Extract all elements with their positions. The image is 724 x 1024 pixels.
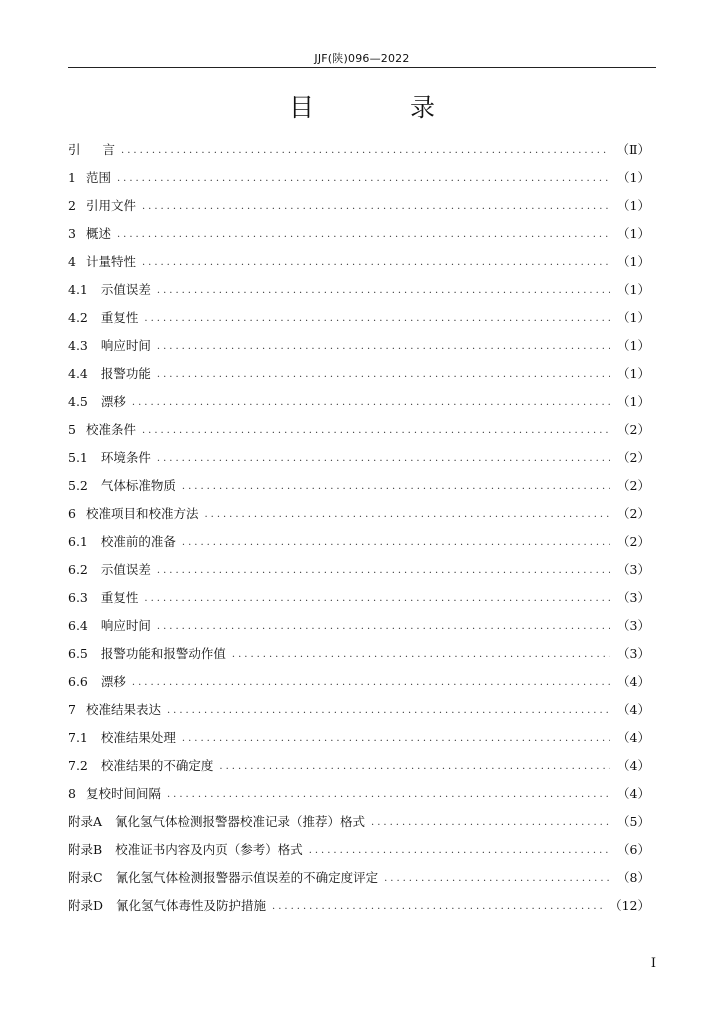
toc-leader-dots	[167, 789, 610, 800]
toc-entry-label: 环境条件	[100, 450, 151, 465]
toc-entry-label: 校准结果处理	[100, 730, 176, 745]
toc-leader-dots	[182, 537, 610, 548]
toc-entry-label: 氰化氢气体检测报警器校准记录（推荐）格式	[115, 814, 366, 829]
toc-entry-page: （1）	[617, 226, 650, 241]
toc-entry-label: 报警功能	[100, 366, 151, 381]
toc-entry-page: （2）	[617, 478, 650, 493]
toc-entry-label: 示值误差	[100, 282, 151, 297]
toc-entry-label: 氰化氢气体毒性及防护措施	[116, 898, 267, 913]
toc-entry[interactable]	[68, 639, 650, 667]
toc-entry-label: 校准项目和校准方法	[85, 506, 199, 521]
toc-entry[interactable]	[68, 695, 650, 723]
toc-entry-page: （3）	[617, 618, 650, 633]
toc-entry[interactable]	[68, 779, 650, 807]
toc-entry-number: 5.2	[68, 477, 88, 493]
page-number: I	[650, 956, 656, 971]
toc-leader-dots	[121, 145, 610, 156]
toc-entry-number: 4.1	[68, 281, 88, 297]
toc-entry-page: （2）	[617, 506, 650, 521]
toc-entry-page: （5）	[617, 814, 650, 829]
toc-leader-dots	[144, 313, 610, 324]
toc-entry-label: 响应时间	[100, 338, 151, 353]
running-header: JJF(陕)096—2022	[314, 52, 410, 65]
toc-entry-label: 校准前的准备	[100, 534, 176, 549]
toc-leader-dots	[117, 173, 610, 184]
toc-entry-page: （4）	[617, 758, 650, 773]
toc-entry[interactable]	[68, 247, 650, 275]
toc-entry-number: 8	[68, 785, 76, 801]
toc-entry-number: 4.5	[68, 393, 88, 409]
toc-entry[interactable]	[68, 891, 650, 919]
header-rule	[68, 67, 656, 68]
toc-leader-dots	[219, 761, 610, 772]
toc-entry[interactable]	[68, 219, 650, 247]
toc-entry-number: 7.2	[68, 757, 88, 773]
toc-entry-label: 校准证书内容及内页（参考）格式	[115, 842, 303, 857]
toc-leader-dots	[157, 621, 610, 632]
toc-leader-dots	[272, 901, 603, 912]
toc-entry-number: 6.6	[68, 673, 88, 689]
toc-entry-number: 4	[68, 253, 76, 269]
toc-entry-page: （12）	[609, 898, 650, 913]
toc-entry-number: 附录C	[68, 870, 103, 885]
toc-entry-page: （1）	[617, 198, 650, 213]
toc-entry-page: （1）	[617, 394, 650, 409]
toc-leader-dots	[157, 453, 610, 464]
toc-entry-page: （4）	[617, 702, 650, 717]
toc-entry-number: 5	[68, 421, 76, 437]
toc-entry-label: 气体标准物质	[100, 478, 176, 493]
toc-entry-number: 6.5	[68, 645, 88, 661]
toc-leader-dots	[157, 285, 610, 296]
toc-entry-number: 7.1	[68, 729, 88, 745]
page-title: 目 录	[289, 93, 479, 122]
toc-entry-label: 报警功能和报警动作值	[100, 646, 226, 661]
toc-entry-page: （4）	[617, 786, 650, 801]
toc-entry-label: 重复性	[100, 310, 139, 325]
toc-entry[interactable]	[68, 303, 650, 331]
toc-entry[interactable]	[68, 135, 650, 163]
toc-leader-dots	[157, 369, 610, 380]
toc-leader-dots	[132, 397, 610, 408]
toc-entry-page: （1）	[617, 338, 650, 353]
toc-leader-dots	[204, 509, 610, 520]
toc-entry-page: （Ⅱ）	[616, 142, 650, 157]
toc-entry[interactable]	[68, 415, 650, 443]
toc-entry[interactable]	[68, 331, 650, 359]
toc-entry-page: （1）	[617, 282, 650, 297]
toc-entry-page: （1）	[617, 170, 650, 185]
toc-entry[interactable]	[68, 723, 650, 751]
toc-leader-dots	[157, 341, 610, 352]
toc-entry[interactable]	[68, 807, 650, 835]
toc-entry-page: （2）	[617, 534, 650, 549]
toc-entry[interactable]	[68, 835, 650, 863]
toc-entry-label: 漂移	[100, 394, 126, 409]
toc-entry-label: 言	[102, 142, 116, 157]
toc-entry-page: （8）	[617, 870, 650, 885]
toc-entry[interactable]	[68, 555, 650, 583]
toc-entry-number: 附录A	[68, 814, 103, 829]
toc-entry[interactable]	[68, 163, 650, 191]
toc-entry[interactable]	[68, 471, 650, 499]
toc-entry-label: 响应时间	[100, 618, 151, 633]
toc-entry-page: （1）	[617, 254, 650, 269]
toc-entry-number: 1	[68, 169, 76, 185]
toc-entry[interactable]	[68, 527, 650, 555]
toc-entry-page: （3）	[617, 590, 650, 605]
toc-entry-page: （2）	[617, 422, 650, 437]
toc-entry-number: 2	[68, 197, 76, 213]
toc-entry[interactable]	[68, 359, 650, 387]
toc-entry-number: 3	[68, 225, 76, 241]
toc-entry-label: 校准结果的不确定度	[100, 758, 214, 773]
toc-entry-number: 6.2	[68, 561, 88, 577]
toc-entry-number: 7	[68, 701, 76, 717]
toc-entry[interactable]	[68, 863, 650, 891]
toc-leader-dots	[144, 593, 610, 604]
toc-leader-dots	[142, 425, 610, 436]
toc-entry[interactable]	[68, 751, 650, 779]
toc-entry-number: 4.2	[68, 309, 88, 325]
toc-entry-number: 引	[68, 142, 81, 157]
toc-entry-label: 引用文件	[85, 198, 136, 213]
toc-leader-dots	[142, 257, 610, 268]
toc-leader-dots	[232, 649, 610, 660]
toc-entry-number: 附录B	[68, 842, 103, 857]
toc-entry-page: （4）	[617, 730, 650, 745]
toc-leader-dots	[371, 817, 610, 828]
toc-entry[interactable]	[68, 191, 650, 219]
toc-entry-number: 6	[68, 505, 76, 521]
toc-entry-number: 5.1	[68, 449, 88, 465]
toc-entry-number: 4.4	[68, 365, 88, 381]
toc-entry-page: （6）	[617, 842, 650, 857]
toc-entry-number: 6.4	[68, 617, 88, 633]
table-of-contents	[68, 135, 650, 919]
toc-entry-label: 漂移	[100, 674, 126, 689]
toc-entry[interactable]	[68, 443, 650, 471]
toc-entry-label: 氰化氢气体检测报警器示值误差的不确定度评定	[115, 870, 379, 885]
toc-entry-page: （4）	[617, 674, 650, 689]
toc-entry-page: （1）	[617, 310, 650, 325]
toc-entry-label: 复校时间间隔	[85, 786, 161, 801]
toc-entry[interactable]	[68, 583, 650, 611]
toc-entry-number: 6.3	[68, 589, 88, 605]
toc-leader-dots	[142, 201, 610, 212]
toc-entry[interactable]	[68, 667, 650, 695]
toc-entry[interactable]	[68, 499, 650, 527]
toc-entry[interactable]	[68, 611, 650, 639]
toc-entry-page: （1）	[617, 366, 650, 381]
toc-entry-label: 示值误差	[100, 562, 151, 577]
toc-entry-number: 6.1	[68, 533, 88, 549]
toc-entry-label: 重复性	[100, 590, 139, 605]
toc-entry-number: 4.3	[68, 337, 88, 353]
toc-entry-label: 概述	[85, 226, 111, 241]
toc-entry[interactable]	[68, 387, 650, 415]
toc-entry-page: （3）	[617, 562, 650, 577]
toc-entry-label: 校准结果表达	[85, 702, 161, 717]
toc-entry[interactable]	[68, 275, 650, 303]
toc-leader-dots	[132, 677, 610, 688]
toc-leader-dots	[309, 845, 610, 856]
toc-entry-number: 附录D	[68, 898, 104, 913]
toc-leader-dots	[157, 565, 610, 576]
toc-entry-label: 计量特性	[85, 254, 136, 269]
toc-entry-page: （2）	[617, 450, 650, 465]
toc-entry-page: （3）	[617, 646, 650, 661]
toc-leader-dots	[117, 229, 610, 240]
toc-entry-label: 校准条件	[85, 422, 136, 437]
toc-leader-dots	[182, 481, 610, 492]
toc-leader-dots	[384, 873, 610, 884]
toc-leader-dots	[167, 705, 610, 716]
toc-entry-label: 范围	[85, 170, 111, 185]
toc-leader-dots	[182, 733, 610, 744]
